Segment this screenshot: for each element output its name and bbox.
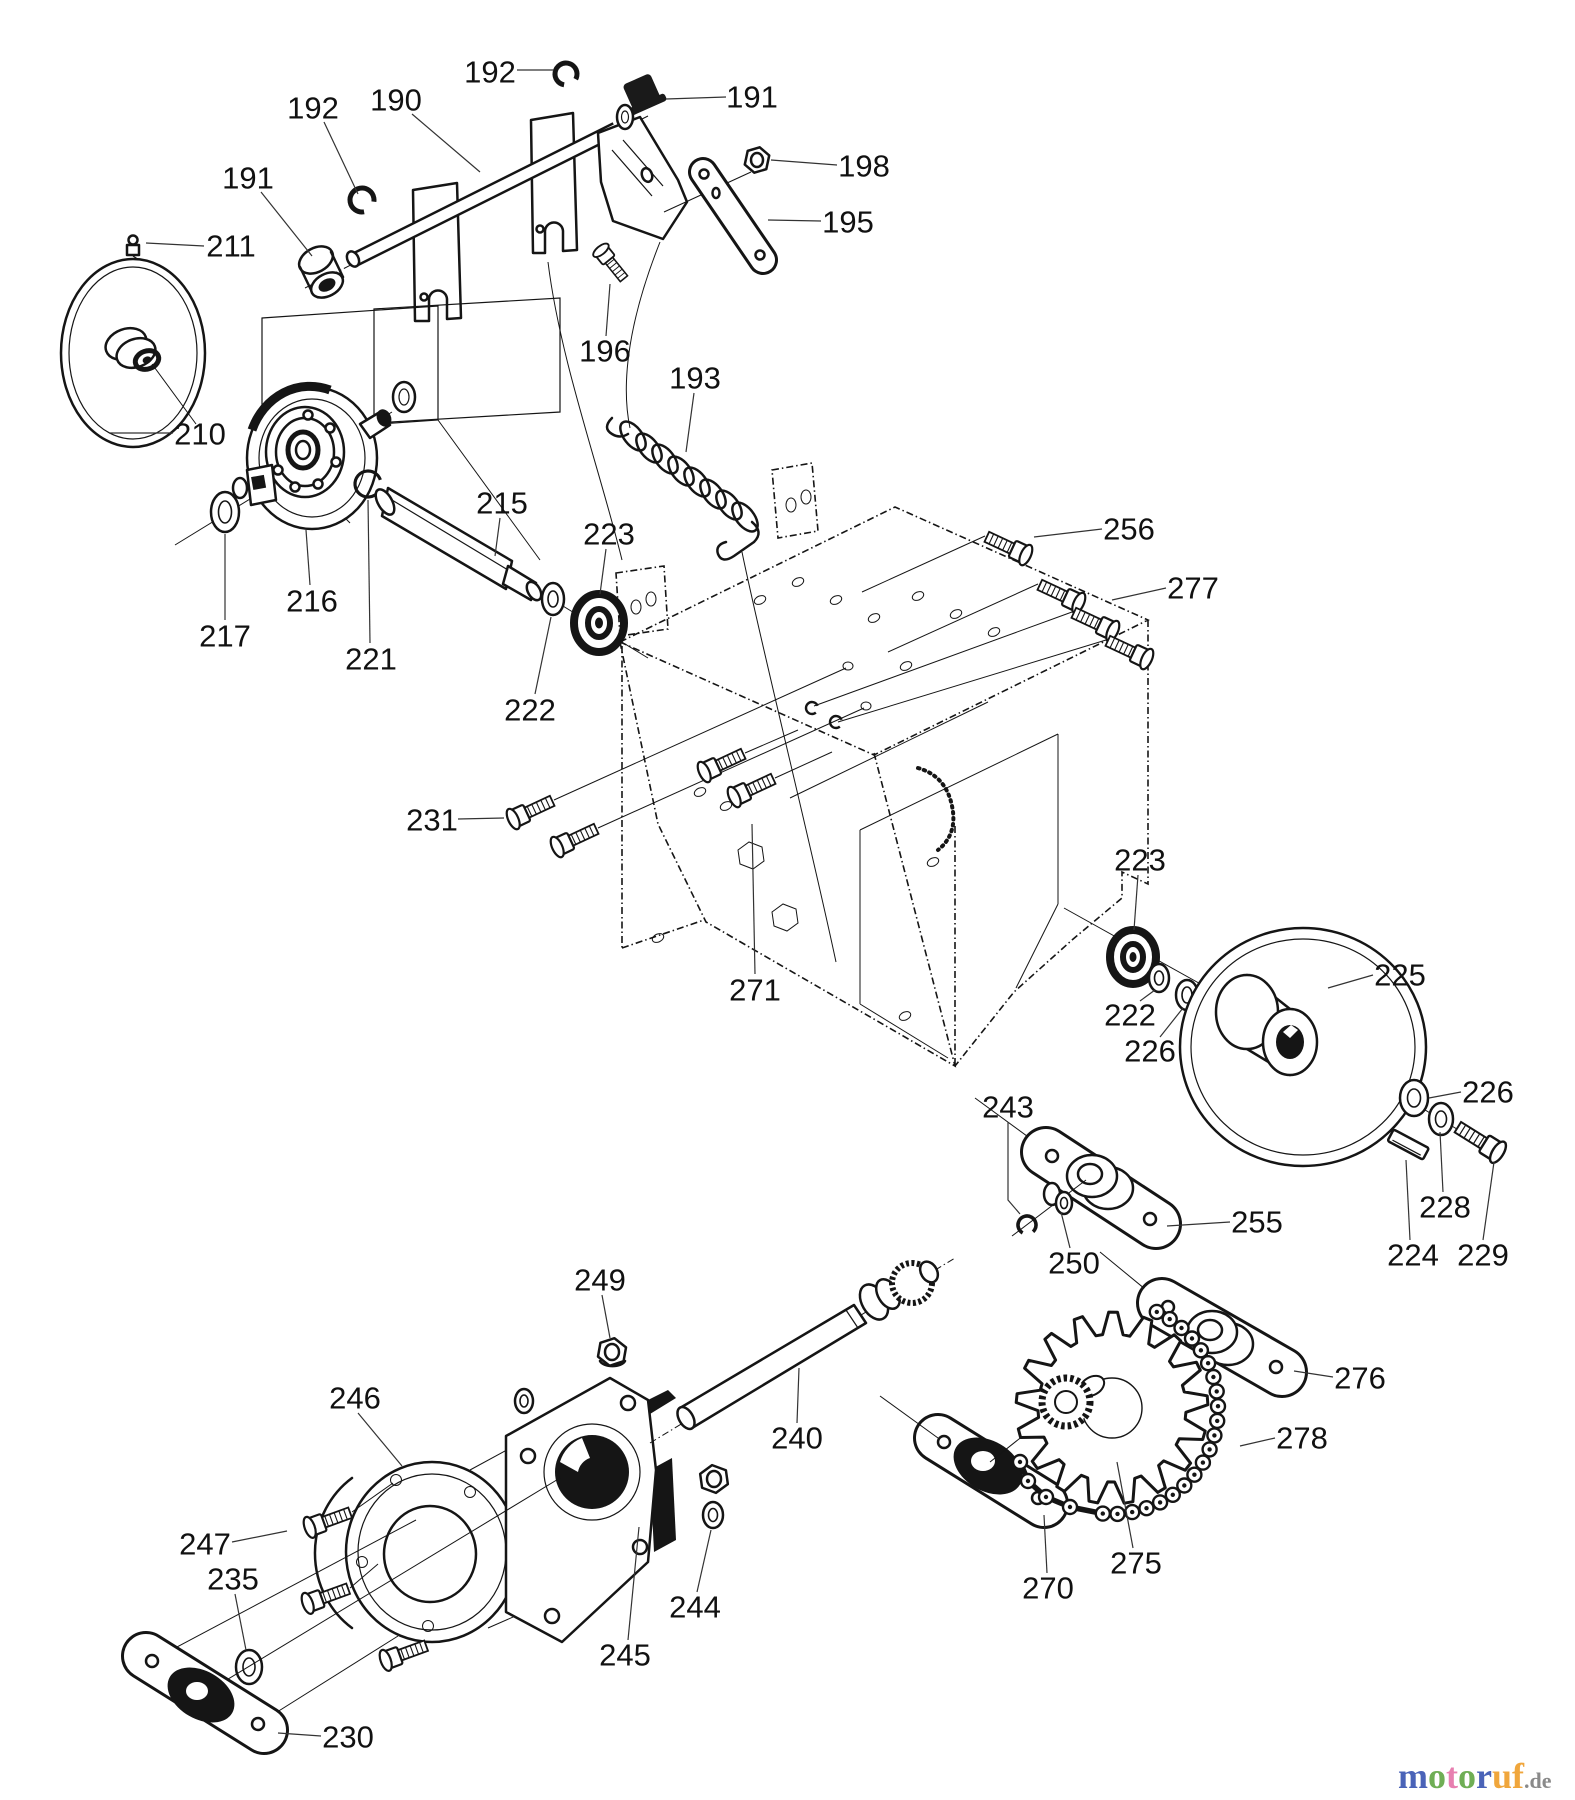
part-label-256: 256 — [1103, 511, 1155, 547]
part-label-221: 221 — [345, 641, 397, 677]
bushing-191-left — [294, 241, 347, 303]
part-label-250: 250 — [1048, 1245, 1100, 1281]
part-label-275: 275 — [1110, 1545, 1162, 1581]
nut-244 — [699, 1463, 729, 1494]
leader-line — [797, 1368, 799, 1423]
leader-line — [261, 192, 312, 256]
leader-line — [768, 220, 821, 221]
part-label-217: 217 — [199, 618, 251, 654]
part-label-198: 198 — [838, 148, 890, 184]
part-label-196: 196 — [579, 333, 631, 369]
leader-line — [458, 818, 504, 819]
axle-shaft-240 — [650, 1258, 955, 1443]
washer-228 — [1429, 1103, 1453, 1135]
leader-line — [1134, 875, 1138, 930]
part-label-277: 277 — [1167, 570, 1219, 606]
part-label-231: 231 — [406, 802, 458, 838]
part-label-193: 193 — [669, 360, 721, 396]
main-frame — [616, 463, 1148, 1066]
leader-line — [666, 97, 726, 99]
part-label-191: 191 — [222, 160, 274, 196]
part-label-223: 223 — [583, 516, 635, 552]
part-label-216: 216 — [286, 583, 338, 619]
e-clip-192-left — [348, 186, 376, 214]
part-label-244: 244 — [669, 1589, 721, 1625]
leader-line — [600, 549, 606, 594]
part-label-190: 190 — [370, 82, 422, 118]
leader-line — [146, 243, 204, 246]
washer-249 — [515, 1389, 533, 1413]
washer-222-right — [1149, 964, 1169, 992]
frame-bolts-231 — [504, 662, 871, 859]
leader-line — [1429, 1092, 1461, 1098]
leader-line — [602, 1295, 610, 1338]
part-label-255: 255 — [1231, 1204, 1283, 1240]
nut-198 — [744, 145, 771, 175]
part-label-211: 211 — [206, 228, 256, 264]
leader-line — [358, 1413, 402, 1466]
nut-249 — [597, 1336, 627, 1368]
gearbox-plate-245 — [506, 1378, 676, 1642]
leader-line — [535, 617, 551, 694]
part-label-245: 245 — [599, 1637, 651, 1673]
leader-line — [1240, 1438, 1275, 1446]
leader-lines — [110, 70, 1494, 1736]
leader-line — [412, 114, 480, 172]
bolt-196 — [591, 241, 631, 284]
e-clip-192-top — [553, 61, 578, 86]
part-label-270: 270 — [1022, 1570, 1074, 1606]
part-label-228: 228 — [1419, 1189, 1471, 1225]
gearbox-assembly — [146, 1258, 955, 1734]
watermark-logo — [1398, 1756, 1552, 1796]
ring-246 — [346, 1462, 518, 1642]
leader-line — [368, 500, 370, 643]
leader-line — [1112, 588, 1166, 600]
leader-line — [1406, 1160, 1410, 1240]
part-label-226: 226 — [1462, 1074, 1514, 1110]
part-label-278: 278 — [1276, 1420, 1328, 1456]
part-label-240: 240 — [771, 1420, 823, 1456]
part-label-192: 192 — [464, 54, 516, 90]
part-label-223: 223 — [1114, 842, 1166, 878]
extension-spring-193 — [607, 417, 953, 962]
leader-line — [306, 530, 310, 585]
bolt-229 — [1451, 1117, 1509, 1166]
leader-line — [1440, 1132, 1443, 1192]
leader-line — [235, 1594, 246, 1650]
part-label-249: 249 — [574, 1262, 626, 1298]
part-label-243: 243 — [982, 1089, 1034, 1125]
leader-line — [1483, 1162, 1494, 1240]
part-label-225: 225 — [1374, 957, 1426, 993]
leader-line — [232, 1531, 287, 1542]
part-label-195: 195 — [822, 204, 874, 240]
part-label-247: 247 — [179, 1526, 231, 1562]
clutch-assembly-216 — [175, 386, 394, 545]
bolt-256 — [982, 527, 1035, 567]
part-label-276: 276 — [1334, 1360, 1386, 1396]
washer-226-b — [1400, 1080, 1428, 1116]
part-label-235: 235 — [207, 1561, 259, 1597]
rocker-shaft-assembly — [127, 61, 770, 560]
leader-line — [324, 122, 358, 194]
leader-line — [495, 518, 500, 556]
part-label-224: 224 — [1387, 1237, 1439, 1273]
leader-line — [771, 160, 837, 165]
part-label-246: 246 — [329, 1380, 381, 1416]
washer-235 — [236, 1650, 262, 1684]
leader-line — [1034, 529, 1102, 537]
part-label-230: 230 — [322, 1719, 374, 1755]
part-label-191: 191 — [726, 79, 778, 115]
leader-line — [606, 284, 610, 336]
bolt-247b — [299, 1578, 352, 1615]
idler-arm-270 — [880, 1396, 1058, 1506]
key-224 — [1388, 1129, 1429, 1159]
leader-line — [697, 1530, 711, 1592]
part-label-210: 210 — [174, 416, 226, 452]
part-label-271: 271 — [729, 972, 781, 1008]
part-label-215: 215 — [476, 485, 528, 521]
part-label-222: 222 — [504, 692, 556, 728]
leader-line — [752, 824, 755, 974]
part-label-222: 222 — [1104, 997, 1156, 1033]
washer-244 — [703, 1502, 723, 1528]
part-label-229: 229 — [1457, 1237, 1509, 1273]
part-label-226: 226 — [1124, 1033, 1176, 1069]
leader-line — [1008, 1122, 1020, 1214]
washer-217 — [211, 492, 239, 532]
leader-line — [686, 393, 694, 452]
frame-bolts-256-277 — [804, 527, 1156, 731]
leader-line — [1061, 1212, 1070, 1248]
bearing-223-left — [574, 594, 624, 652]
washer-222-left — [542, 583, 564, 615]
watermark-text: motoruf.de — [1398, 1756, 1552, 1796]
bolt-247c — [377, 1635, 430, 1672]
part-label-192: 192 — [287, 90, 339, 126]
idler-link-195 — [700, 170, 765, 261]
